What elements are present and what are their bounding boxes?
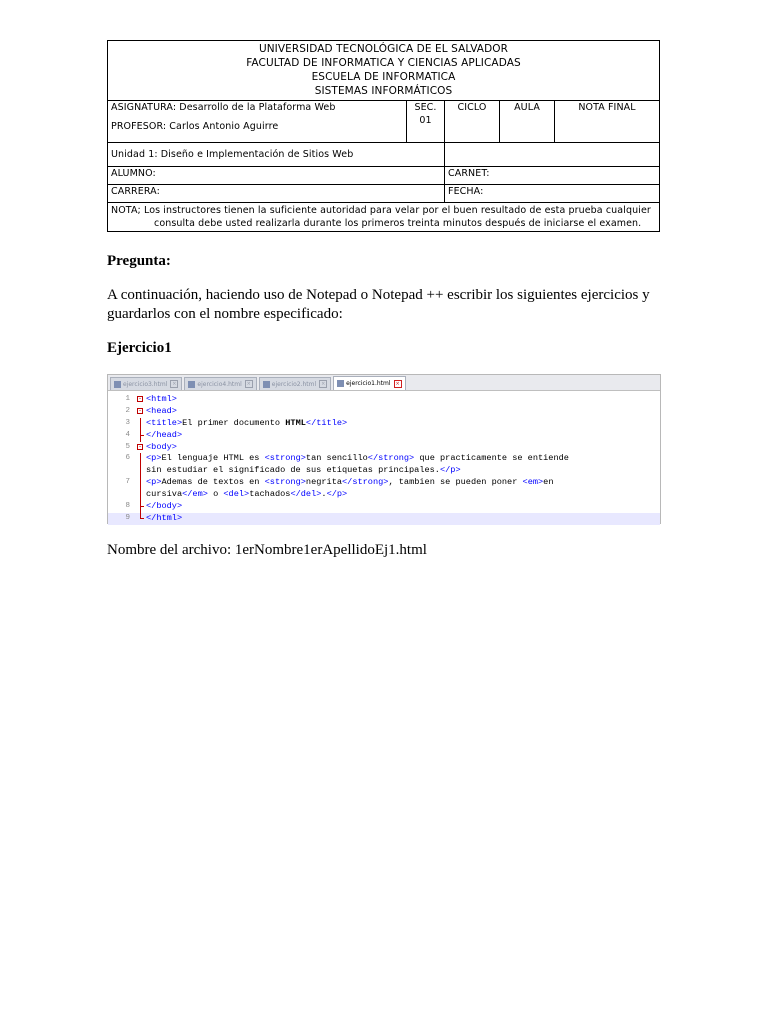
question-heading: Pregunta: <box>107 253 171 269</box>
fold-marker-icon: - <box>138 395 142 402</box>
carrera-label: CARRERA: <box>108 185 445 202</box>
close-icon: × <box>172 381 177 387</box>
blank-cell <box>445 143 659 166</box>
line-number <box>108 489 136 501</box>
instruction-paragraph: A continuación, haciendo uso de Notepad o Notepad ++ escribir los siguientes ejercicios y guardarlos con el nombre especificado: <box>107 287 650 322</box>
fold-line <box>136 465 146 477</box>
note-line-2: consulta debe usted realizarla durante los primeros treinta minutos después de iniciarse el examen. <box>154 218 642 229</box>
fecha-label: FECHA: <box>448 186 484 197</box>
code-line-current: 9 </html> <box>108 513 660 525</box>
file-name-instruction: Nombre del archivo: 1erNombre1erApellidoEj1.html <box>107 542 427 558</box>
code-line: sin estudiar el significado de sus etiquetas principales.</p> <box>108 465 660 477</box>
ciclo-cell: CICLO <box>445 101 500 142</box>
line-number: 5 <box>125 442 130 451</box>
fold-marker-icon: - <box>138 442 142 450</box>
code-line: 6 <p>El lenguaje HTML es <strong>tan sencillo</strong> que practicamente se entiende <box>108 453 660 465</box>
code-line: 7 <p>Ademas de textos en <strong>negrita</strong>, tambien se pueden poner <em>en <box>108 477 660 489</box>
fold-line <box>136 453 146 465</box>
file-icon <box>188 381 195 388</box>
exam-header-table <box>107 40 660 232</box>
exercise-title: Ejercicio1 <box>107 340 172 356</box>
close-icon: × <box>321 381 326 387</box>
instructions-note <box>108 203 659 231</box>
code-line: 8 </body> <box>108 501 660 513</box>
aula-cell: AULA <box>500 101 555 142</box>
code-line: 1 - <html> <box>108 394 660 406</box>
file-icon <box>337 380 344 387</box>
fold-line <box>136 418 146 430</box>
fold-line <box>136 513 146 525</box>
section-cell <box>407 101 445 142</box>
close-icon: × <box>246 381 251 387</box>
editor-tab-bar <box>108 375 660 391</box>
carnet-label: CARNET: <box>448 168 490 179</box>
student-row <box>108 167 659 185</box>
fold-line <box>136 489 146 501</box>
school-name: ESCUELA DE INFORMATICA <box>311 71 456 83</box>
unit-row <box>108 143 659 167</box>
close-icon: × <box>395 380 400 387</box>
fold-line <box>136 477 146 489</box>
code-line: 3 <title>El primer documento HTML</title> <box>108 418 660 430</box>
section-label: SEC. <box>414 102 437 113</box>
code-area <box>108 391 660 525</box>
tab-ejercicio3: ejercicio3.html × <box>110 377 182 390</box>
file-icon <box>114 381 121 388</box>
note-line-1: NOTA; Los instructores tienen la suficiente autoridad para velar por el buen resultado de esta prueba cualquier <box>111 205 651 216</box>
institution-block <box>108 41 659 101</box>
line-number: 1 <box>125 395 130 403</box>
fold-marker-icon: - <box>138 406 142 414</box>
line-number: 3 <box>125 418 130 427</box>
line-number: 6 <box>125 454 130 463</box>
alumno-label: ALUMNO: <box>108 167 445 184</box>
line-number: 8 <box>125 502 130 511</box>
career-row <box>108 185 659 203</box>
fold-line <box>136 501 146 513</box>
line-number: 2 <box>125 406 130 415</box>
code-line: 2 - <head> <box>108 406 660 418</box>
unit-cell: Unidad 1: Diseño e Implementación de Sitios Web <box>108 143 445 166</box>
code-line: 4 </head> <box>108 430 660 442</box>
university-name: UNIVERSIDAD TECNOLÓGICA DE EL SALVADOR <box>258 43 509 55</box>
line-number: 7 <box>125 478 130 487</box>
profesor-label: PROFESOR: Carlos Antonio Aguirre <box>111 121 279 132</box>
nota-final-cell: NOTA FINAL <box>578 102 636 113</box>
line-number <box>108 465 136 477</box>
course-row <box>108 101 659 143</box>
code-line: cursiva</em> o <del>tachados</del>.</p> <box>108 489 660 501</box>
tab-ejercicio2: ejercicio2.html × <box>259 377 331 390</box>
section-value: 01 <box>419 115 432 126</box>
tab-ejercicio1: ejercicio1.html × <box>333 376 405 390</box>
code-line: 5 - <body> <box>108 442 660 454</box>
fold-line <box>136 430 146 442</box>
asignatura-label: ASIGNATURA: Desarrollo de la Plataforma Web <box>111 102 336 113</box>
program-name: SISTEMAS INFORMÁTICOS <box>314 85 453 97</box>
code-editor-screenshot <box>107 374 661 524</box>
tab-ejercicio4: ejercicio4.html × <box>184 377 256 390</box>
line-number: 9 <box>125 513 130 522</box>
file-icon <box>263 381 270 388</box>
faculty-name: FACULTAD DE INFORMATICA Y CIENCIAS APLICADAS <box>246 57 521 69</box>
line-number: 4 <box>125 430 130 439</box>
course-info-cell <box>108 101 407 142</box>
